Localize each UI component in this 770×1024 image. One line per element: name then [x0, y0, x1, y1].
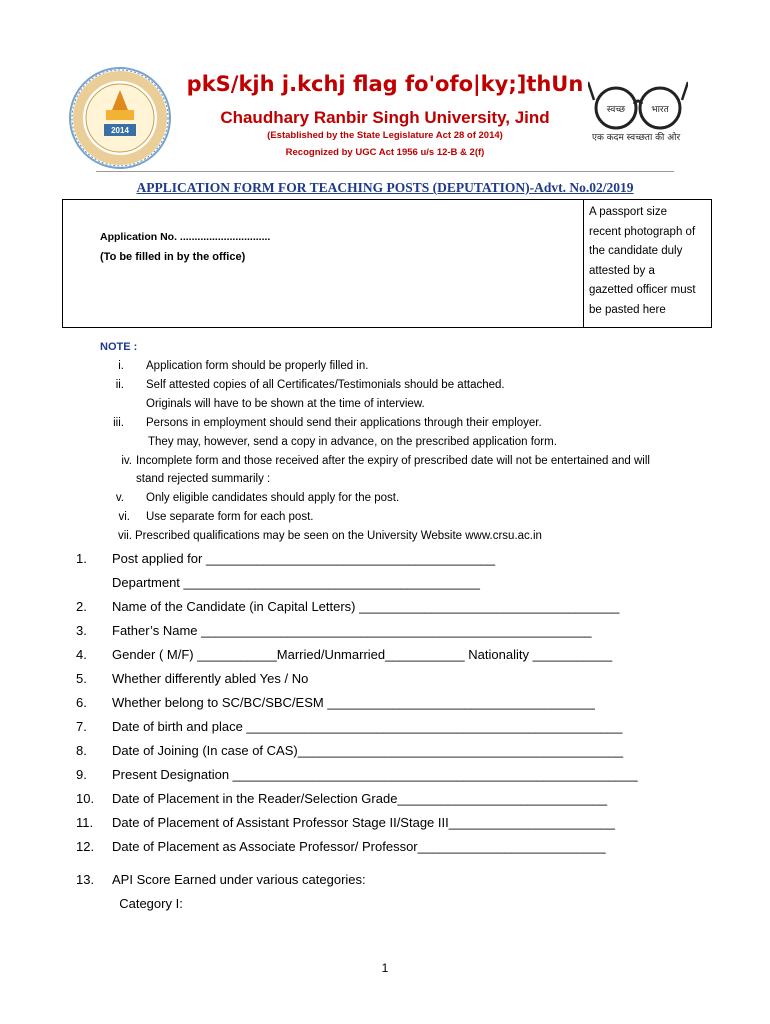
recognized-line: Recognized by UGC Act 1956 u/s 12-B & 2(f) — [285, 147, 485, 158]
field-label: API Score Earned under various categories: — [112, 872, 366, 887]
note-number: vii. — [117, 530, 132, 542]
note-number: ii. — [115, 379, 124, 391]
photo-instructions[interactable] — [589, 203, 709, 321]
field-number: 4. — [76, 647, 87, 662]
logo-year: 2014 — [111, 126, 129, 135]
field-number: 6. — [76, 695, 87, 710]
field-number: 10. — [76, 791, 95, 806]
field-number: 1. — [76, 551, 87, 566]
field-number: 7. — [76, 719, 87, 734]
field-label: Date of Placement of Assistant Professor Stage II/Stage III_______________________ — [112, 815, 616, 830]
field-label: Gender ( M/F) ___________Married/Unmarried___________ Nationality ___________ — [112, 647, 613, 662]
field-number: 5. — [76, 671, 87, 686]
university-hindi-title: pkS/kjh j.kchj flag fo'ofo|ky;]thUn — [186, 72, 584, 96]
note-text: Only eligible candidates should apply for the post. — [146, 492, 400, 504]
swachh-slogan: एक कदम स्वच्छता की ओर — [592, 133, 681, 143]
photo-divider — [583, 200, 584, 327]
application-box — [62, 199, 712, 328]
note-text: Use separate form for each post. — [146, 511, 314, 523]
photo-line: attested by a — [589, 264, 655, 277]
application-number: Application No. ............................... — [100, 231, 271, 243]
note-text: Originals will have to be shown at the time of interview. — [146, 398, 425, 410]
field-number: 12. — [76, 839, 95, 854]
note-number: iii. — [113, 417, 124, 429]
note-number: iv. — [121, 455, 132, 467]
logo-word-2: भारत — [651, 105, 669, 115]
field-label: Whether belong to SC/BC/SBC/ESM _____________________________________ — [112, 695, 595, 710]
form-title: APPLICATION FORM FOR TEACHING POSTS (DEPUTATION)-Advt. No.02/2019 — [136, 180, 634, 195]
field-label: Date of birth and place ____________________________________________________ — [112, 719, 623, 734]
field-number: 13. — [76, 872, 95, 887]
note-number: i. — [118, 360, 124, 372]
photo-line: gazetted officer must — [589, 284, 696, 297]
note-number: v. — [115, 492, 124, 504]
office-fill-note: (To be filled in by the office) — [100, 251, 246, 263]
field-label: Post applied for ________________________________________ — [112, 551, 496, 566]
field-number: 9. — [76, 767, 87, 782]
note-text: Prescribed qualifications may be seen on the University Website www.crsu.ac.in — [135, 530, 542, 542]
note-label: NOTE : — [100, 341, 138, 353]
field-label: Date of Joining (In case of CAS)_____________________________________________ — [112, 743, 624, 758]
field-label: Father’s Name ______________________________________________________ — [112, 623, 592, 638]
note-text: They may, however, send a copy in advance, on the prescribed application form. — [148, 436, 557, 448]
note-text: Incomplete form and those received after the expiry of prescribed date will not be entertained and will — [136, 455, 650, 467]
field-label: Whether differently abled Yes / No — [112, 671, 309, 686]
photo-line: be pasted here — [589, 303, 666, 316]
photo-line: A passport size — [589, 206, 667, 218]
note-text: Persons in employment should send their applications through their employer. — [146, 417, 542, 429]
logo-word-1: स्वच्छ — [606, 105, 626, 115]
field-number: 3. — [76, 623, 87, 638]
note-number: vi. — [118, 511, 130, 523]
header-divider — [96, 171, 674, 172]
established-line: (Established by the State Legislature Act 28 of 2014) — [267, 130, 503, 141]
field-label: Date of Placement in the Reader/Selection Grade_____________________________ — [112, 791, 608, 806]
field-number: 2. — [76, 599, 87, 614]
field-label: Date of Placement as Associate Professor/ Professor__________________________ — [112, 839, 606, 854]
field-label: Category I: — [112, 896, 183, 911]
page-number: 1 — [381, 961, 389, 975]
field-label: Name of the Candidate (in Capital Letters) ____________________________________ — [112, 599, 620, 614]
field-label: Department _________________________________________ — [112, 575, 480, 590]
photo-line: recent photograph of — [589, 225, 696, 238]
note-text: stand rejected summarily : — [136, 473, 271, 485]
university-english-title: Chaudhary Ranbir Singh University, Jind — [220, 108, 550, 127]
note-text: Self attested copies of all Certificates/Testimonials should be attached. — [146, 379, 505, 391]
field-number: 8. — [76, 743, 87, 758]
field-number: 11. — [76, 815, 94, 830]
note-text: Application form should be properly filled in. — [146, 360, 369, 372]
field-label: Present Designation ________________________________________________________ — [112, 767, 638, 782]
photo-line: the candidate duly — [589, 245, 683, 258]
